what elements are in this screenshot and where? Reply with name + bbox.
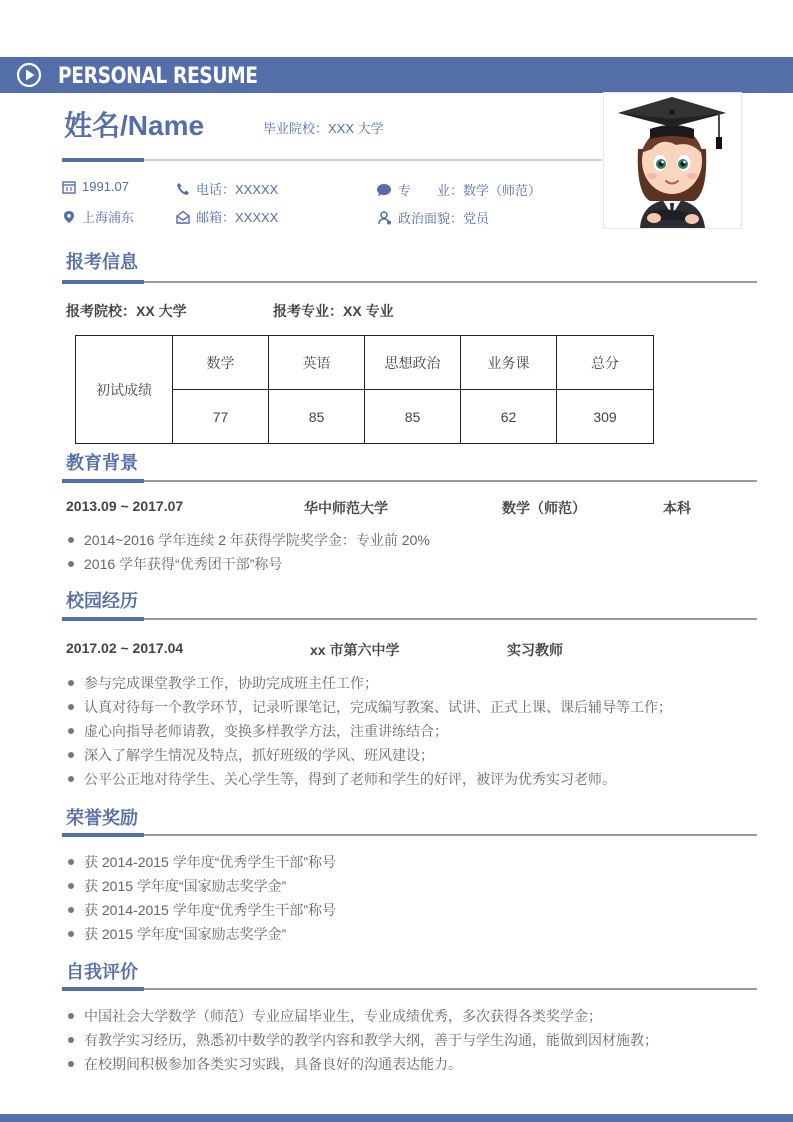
section-divider [144,480,757,482]
score-value-cell: 77 [173,390,269,444]
header-divider [144,159,602,161]
section-divider-accent [62,617,144,621]
candidate-name: 姓名/Name [64,110,205,141]
score-value-cell: 85 [365,390,461,444]
section-divider-accent [62,280,144,284]
list-item [66,1006,602,1026]
list-item [66,554,282,574]
list-item [66,530,430,550]
list-item [66,852,336,872]
list-item-text: 获 2014-2015 学年度“优秀学生干部”称号 [84,902,337,918]
birth-text: 1991.07 [82,179,129,194]
apply-major: 报考专业：XX 专业 [273,303,394,319]
email-info [176,207,278,226]
list-item-text: 深入了解学生情况及特点，抓好班级的学风、班风建设； [84,747,434,763]
profile-photo [603,92,742,229]
campus-org: xx 市第六中学 [310,642,400,658]
email-text: 邮箱：XXXXX [196,210,279,225]
section-divider [144,281,757,283]
score-row-label: 初试成绩 [76,336,173,444]
list-item-text: 有教学实习经历，熟悉初中数学的教学内容和教学大纲，善于与学生沟通，能做到因材施教； [84,1032,658,1048]
section-divider-accent [62,987,144,991]
education-period: 2013.09 ~ 2017.07 [66,498,184,514]
section-divider [144,618,757,620]
section-title-education: 教育背景 [66,453,138,473]
chat-bubble-icon [376,183,392,197]
banner-title: PERSONAL RESUME [58,64,258,89]
location-text: 上海浦东 [82,210,135,225]
phone-text: 电话：XXXXX [196,182,279,197]
list-item [66,745,434,765]
score-header-cell: 总分 [557,336,654,390]
section-title-self: 自我评价 [66,962,138,982]
location-info [62,207,134,226]
list-item-text: 获 2014-2015 学年度“优秀学生干部”称号 [84,854,337,870]
user-icon [378,211,392,225]
section-divider [144,988,757,990]
header-divider-accent [62,158,144,162]
politics-info [378,208,489,227]
list-item [66,721,448,741]
mail-icon [176,210,190,224]
footer-bar [0,1114,793,1122]
list-item [66,924,286,944]
apply-school: 报考院校：XX 大学 [66,303,187,319]
score-value-cell: 85 [269,390,365,444]
score-header-cell: 思想政治 [365,336,461,390]
score-value-cell: 62 [461,390,557,444]
list-item [66,697,672,717]
politics-text: 政治面貌：党员 [398,211,490,226]
score-table [75,335,654,444]
major-text: 专 业：数学（师范） [398,183,542,198]
list-item [66,876,286,896]
list-item [66,769,616,789]
campus-period: 2017.02 ~ 2017.04 [66,640,184,656]
list-item [66,673,378,693]
score-value-cell: 309 [557,390,654,444]
graduate-avatar-illustration [604,93,741,228]
list-item-text: 认真对待每一个教学环节，记录听课笔记，完成编写教案、试讲、正式上课、课后辅导等工作； [84,699,672,715]
graduate-school: 毕业院校：XXX 大学 [263,121,384,136]
list-item-text: 获 2015 学年度“国家励志奖学金” [84,878,287,894]
birth-info [62,179,129,194]
phone-info [176,179,278,198]
section-divider-accent [62,833,144,837]
list-item-text: 2014~2016 学年连续 2 年获得学院奖学金：专业前 20% [84,532,430,548]
list-item [66,900,336,920]
calendar-icon [62,180,76,194]
list-item-text: 参与完成课堂教学工作，协助完成班主任工作； [84,675,378,691]
campus-role: 实习教师 [507,642,563,658]
list-item-text: 2016 学年获得“优秀团干部”称号 [84,556,283,572]
phone-icon [176,182,190,196]
table-row [76,336,654,390]
score-header-cell: 英语 [269,336,365,390]
list-item [66,1054,462,1074]
list-item-text: 在校期间积极参加各类实习实践，具备良好的沟通表达能力。 [84,1056,462,1072]
education-degree: 本科 [663,500,691,516]
play-circle-icon [16,62,42,88]
section-title-apply: 报考信息 [66,252,138,272]
location-pin-icon [62,210,76,224]
section-title-honors: 荣誉奖励 [66,808,138,828]
list-item-text: 中国社会大学数学（师范）专业应届毕业生，专业成绩优秀，多次获得各类奖学金； [84,1008,602,1024]
score-header-cell: 数学 [173,336,269,390]
list-item-text: 公平公正地对待学生、关心学生等，得到了老师和学生的好评，被评为优秀实习老师。 [84,771,616,787]
list-item-text: 虚心向指导老师请教，变换多样教学方法，注重讲练结合； [84,723,448,739]
major-info [376,180,541,199]
list-item-text: 获 2015 学年度“国家励志奖学金” [84,926,287,942]
list-item [66,1030,658,1050]
section-divider-accent [62,479,144,483]
education-major: 数学（师范） [502,500,586,516]
score-header-cell: 业务课 [461,336,557,390]
education-school: 华中师范大学 [304,500,388,516]
section-title-campus: 校园经历 [66,591,138,611]
section-divider [144,834,757,836]
